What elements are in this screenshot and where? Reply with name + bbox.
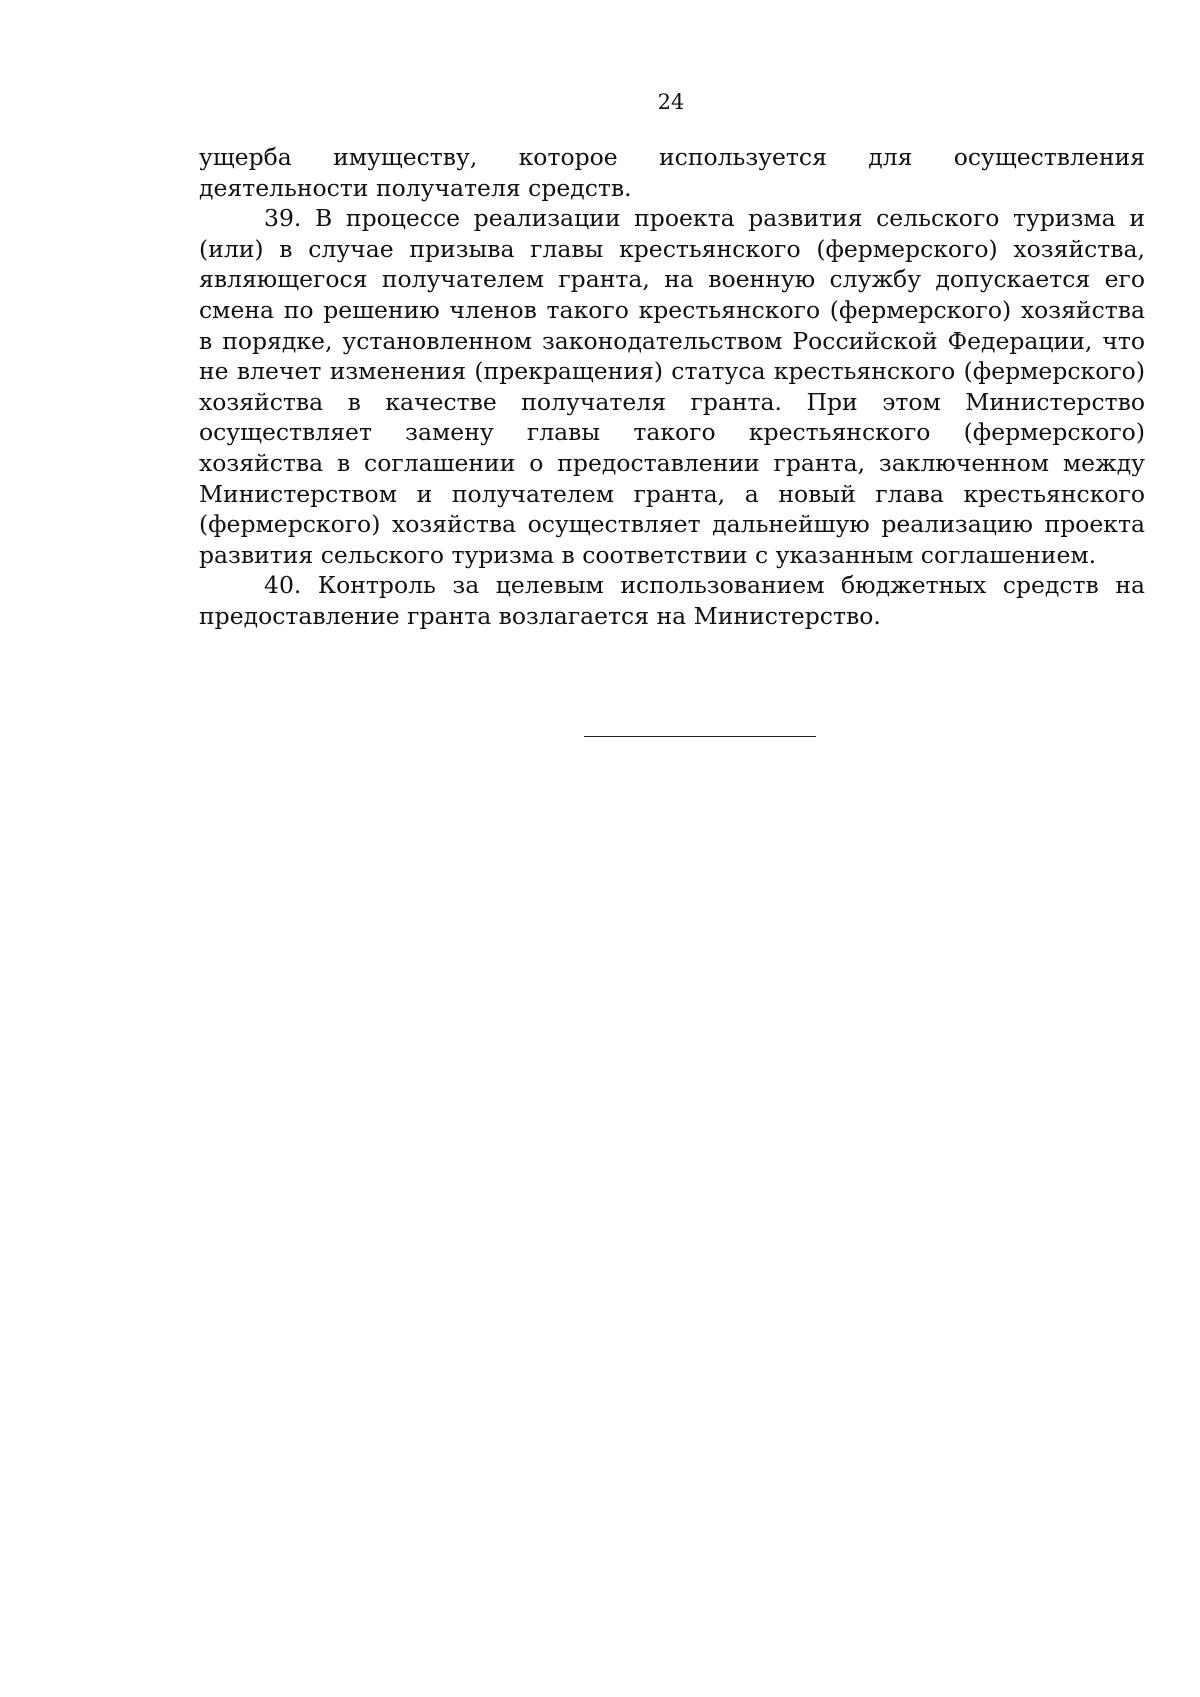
end-separator-line (584, 736, 816, 737)
paragraph-continuation: ущерба имуществу, которое используется для осуществления деятельности получателя средств. (199, 143, 1145, 202)
paragraph-40: 40. Контроль за целевым использованием бюджетных средств на предоставление гранта возлагается на Министерство. (199, 571, 1145, 630)
paragraph-39: 39. В процессе реализации проекта развития сельского туризма и (или) в случае призыва главы крестьянского (фермерского) хозяйства, являющегося получателем гранта, на военную службу допускается его смена по решению членов такого крестьянского (фермерского) хозяйства в порядке, установленном законодательством Российской Федерации, что не влечет изменения (прекращения) статуса крестьянского (фермерского) хозяйства в качестве получателя гранта. При этом Министерство осуществляет замену главы такого крестьянского (фермерского) хозяйства в соглашении о предоставлении гранта, заключенном между Министерством и получателем гранта, а новый глава крестьянского (фермерского) хозяйства осуществляет дальнейшую реализацию проекта развития сельского туризма в соответствии с указанным соглашением. (199, 204, 1145, 569)
document-body (199, 142, 1145, 632)
page-number: 24 (657, 90, 685, 114)
